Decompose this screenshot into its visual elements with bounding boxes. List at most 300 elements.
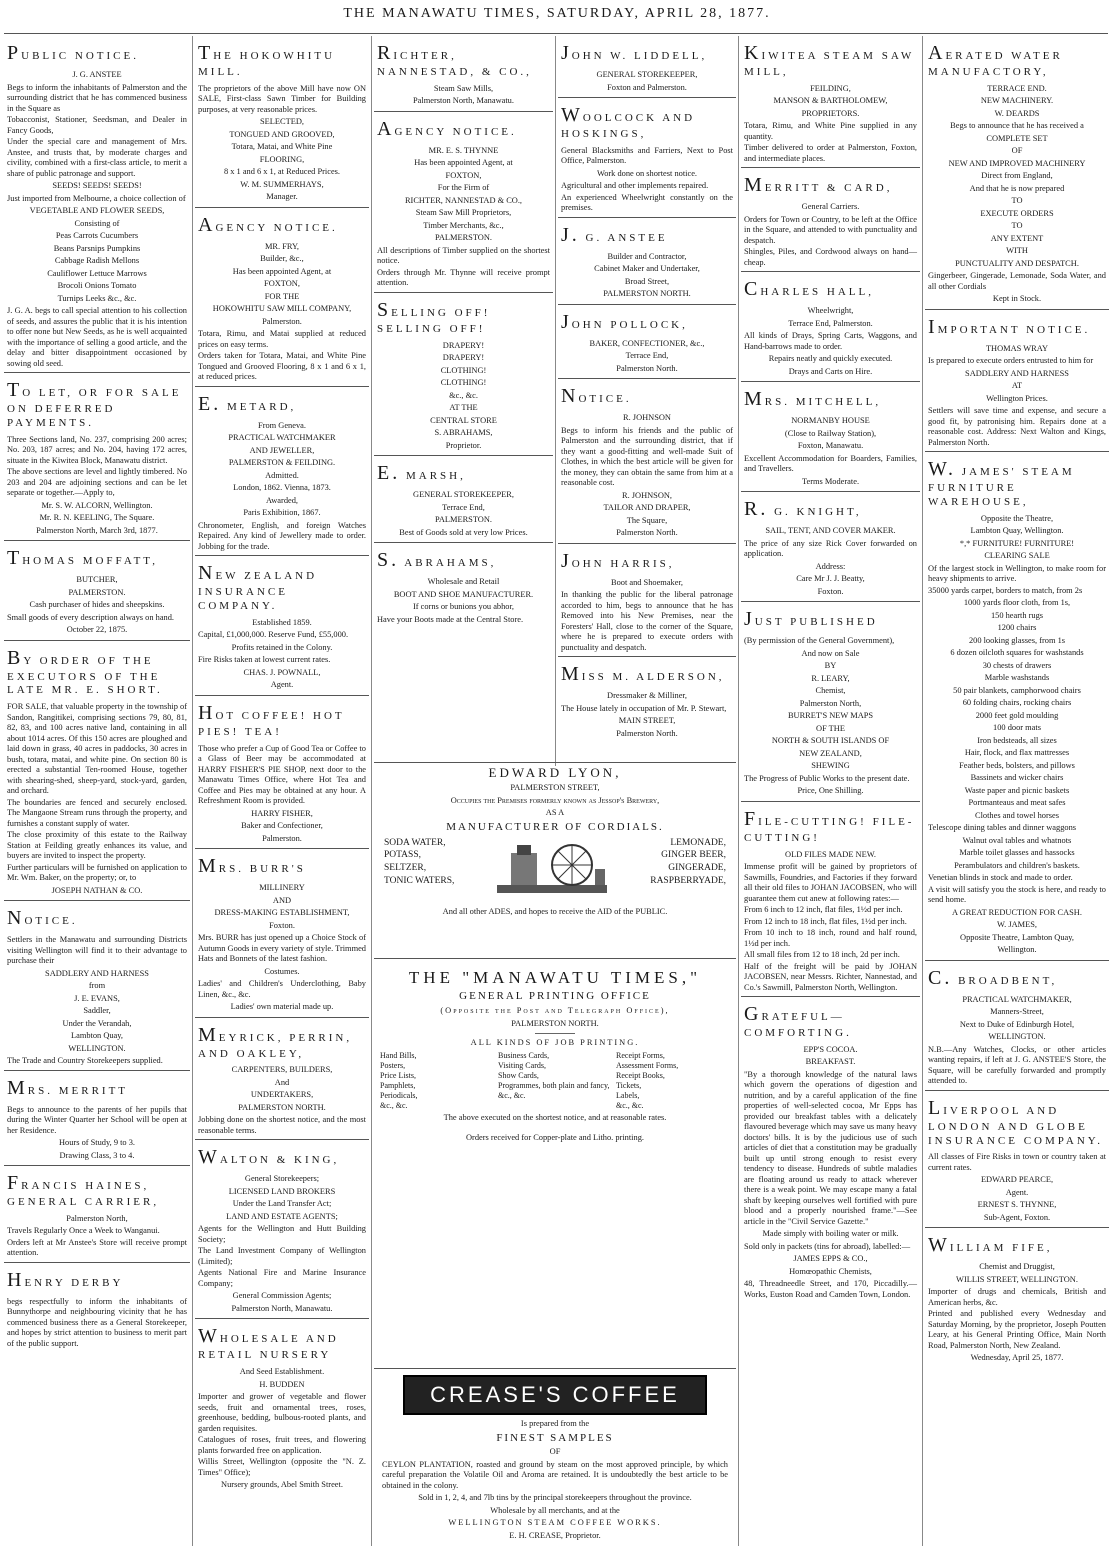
advertisement-line: Chronometer, English, and foreign Watches Repaired. Any kind of Jewellery made to order. Jobbing for the trade. (198, 520, 366, 551)
printing-services (380, 1051, 730, 1111)
advertisement-line: TERRACE END. (987, 83, 1047, 93)
advertisement-line: Agents National Fire and Marine Insurance Company; (198, 1268, 366, 1288)
advertisement-line: &c., &c. (449, 390, 478, 400)
lyon-heading: EDWARD LYON, (488, 765, 622, 780)
advertisement-line: Wednesday, April 25, 1877. (970, 1353, 1064, 1363)
advertisement-line: Care Mr J. J. Beatty, (796, 574, 865, 584)
product: RASPBERRYADE, (650, 876, 726, 887)
advertisement (558, 217, 736, 304)
printing-town: PALMERSTON NORTH. (511, 1018, 599, 1028)
advertisement-heading: MRS. BURR'S (198, 855, 306, 877)
masthead-rule (4, 33, 1108, 34)
advertisement-line: Totara, Matai, and White Pine (231, 142, 333, 152)
advertisement-heading: FILE-CUTTING! FILE-CUTTING! (744, 807, 915, 844)
advertisement-heading: MEYRICK, PERRIN, AND OAKLEY, (198, 1023, 353, 1060)
advertisement-line: NEW ZEALAND, (799, 748, 862, 758)
advertisement-line: Admitted. (265, 470, 299, 480)
advertisement-line: Further particulars will be furnished on application to Mr. Wm. Baker, on the property; or, to (7, 862, 187, 882)
advertisement-line: COMPLETE SET (986, 133, 1048, 143)
advertisement-line: from (88, 981, 106, 990)
advertisement-line: (Close to Railway Station), (784, 428, 877, 438)
advertisement-heading: THE HOKOWHITU MILL. (198, 42, 336, 78)
advertisement-line: The boundaries are fenced and securely enclosed. The Mangaone Stream runs through the property, and furnishes a constant supply of water. (7, 797, 187, 828)
advertisement-line: Begs to inform his friends and the public of Palmerston and the surrounding district, that if they want a good-fitting and well-made Suit of Clothes, in which the best article will be given for the money, they can obtain the same from him at a reasonable cost. (561, 425, 733, 488)
advertisement-line: Opposite Theatre, Lambton Quay, (960, 932, 1074, 942)
advertisement (741, 801, 920, 996)
advertisement-line: Palmerston North, Manawatu. (231, 1303, 333, 1313)
advertisement-line: FOXTON, (445, 170, 482, 180)
advertisement-line: ERNEST S. THYNNE, (977, 1200, 1057, 1210)
advertisement-line: NEW AND IMPROVED MACHINERY (948, 158, 1086, 168)
column-5 (741, 36, 920, 1550)
advertisement-line: BUTCHER, (76, 575, 118, 584)
advertisement-line: FLOORING, (259, 154, 305, 164)
advertisement-line: Travels Regularly Once a Week to Wanganui. (7, 1226, 160, 1236)
advertisement-heading: JOHN W. LIDDELL, (561, 42, 708, 64)
service: Posters, (380, 1060, 406, 1070)
advertisement-line: Repairs neatly and quickly executed. (768, 354, 893, 364)
advertisement (558, 656, 736, 743)
cordial-machine-illustration (477, 839, 627, 903)
advertisement (741, 167, 920, 271)
advertisement (4, 900, 190, 1070)
advertisement-line: Those who prefer a Cup of Good Tea or Coffee to a Glass of Beer may be accommodated at HARRY FISHER'S PIE SHOP, next door to the Manawatu Times Office, where Hot Tea and Coffee and Pies may be obtained at any hour. A Refreshment Room is provided. (198, 743, 366, 805)
advertisement-line: 2000 feet gold moulding (975, 710, 1059, 720)
advertisement-heading: THOMAS MOFFATT, (7, 547, 158, 569)
advertisement-line: Terrace End, Palmerston. (788, 318, 873, 328)
advertisement (4, 1070, 190, 1166)
advertisement-line: FOR SALE, that valuable property in the township of Sandon, Rangitikei, comprising sections 79, 80, 81, 82, 83, and 100 acres native land, containing in all about 1014 acres. Of this 150 acres are ploughed and laid down in grass, 40 acres in paddocks, 30 acres in bush, totara, matai, and white pine. On section 80 is erected a substantial Ten-roomed House, together with shearing-shed, sheep-yard, stock-yard, garden, and orchard. (7, 702, 187, 795)
advertisement-line: EXECUTE ORDERS (980, 208, 1054, 218)
advertisement (195, 36, 369, 207)
product: SODA WATER, (384, 837, 446, 848)
advertisement-line: PALMERSTON & FEILDING. (228, 458, 336, 468)
crease-sold: Sold in 1, 2, 4, and 7lb tins by the principal storekeepers throughout the province. (418, 1493, 692, 1503)
advertisement-line: Consisting of (74, 218, 120, 228)
service: Business Cards, (498, 1050, 550, 1060)
advertisement-line: FOR THE (264, 291, 300, 301)
advertisement (558, 36, 736, 97)
advertisement-line: PALMERSTON NORTH. (603, 289, 691, 299)
advertisement-line: 8 x 1 and 6 x 1, at Reduced Prices. (223, 167, 341, 177)
advertisement (4, 372, 190, 540)
advertisement (4, 1165, 190, 1262)
advertisement-line: Costumes. (264, 966, 300, 976)
advertisement-line: WITH (1006, 246, 1028, 256)
crease-finest: FINEST SAMPLES (496, 1431, 614, 1444)
advertisement-heading: WHOLESALE AND RETAIL NURSERY (198, 1325, 339, 1362)
advertisement-line: Boot and Shoemaker, (610, 577, 683, 587)
advertisement-line: And (274, 1077, 290, 1087)
advertisement-line: FEILDING, (810, 83, 851, 93)
advertisement-line: Under the Land Transfer Act; (232, 1199, 332, 1209)
printing-office-ad (374, 958, 736, 1159)
advertisement-line: J. G. A. begs to call special attention to his collection of seeds, and assures the public that it is his intention to offer none but New Seeds, as he is well acquainted with the importance of selling a good article, and the delay and bitter disappointment occasioned by sowing old seed. (7, 306, 187, 368)
advertisement-line: 35000 yards carpet, borders to match, from 2s (928, 585, 1083, 595)
service: Visiting Cards, (498, 1060, 546, 1070)
advertisement-line: Next to Duke of Edinburgh Hotel, (959, 1019, 1075, 1029)
advertisement (4, 36, 190, 372)
advertisement-line: Manners-Street, (990, 1007, 1044, 1017)
advertisement-line: TONGUED AND GROOVED, (229, 129, 335, 139)
column-2 (195, 36, 369, 1550)
advertisement (558, 543, 736, 657)
advertisement-heading: R. G. KNIGHT, (744, 498, 862, 521)
advertisement-line: SHEWING (811, 761, 850, 771)
printing-orders: Orders received for Copper-plate and Litho. printing. (466, 1133, 644, 1142)
advertisement (741, 491, 920, 601)
advertisement-line: Hours of Study, 9 to 3. (59, 1138, 135, 1147)
advertisement-line: Sub-Agent, Foxton. (983, 1212, 1051, 1222)
lyon-footer: And all other ADES, and hopes to receive the AID of the PUBLIC. (442, 906, 668, 916)
advertisement-line: Orders through Mr. Thynne will receive prompt attention. (377, 267, 550, 288)
services-col-2 (498, 1051, 612, 1111)
advertisement-line: Marble washstands (984, 673, 1050, 683)
advertisement-line: Foxton. (817, 586, 844, 596)
lyon-maker: MANUFACTURER OF CORDIALS. (446, 820, 664, 833)
advertisement-line: Palmerston North, Manawatu. (413, 96, 514, 106)
advertisement-line: JAMES EPPS & CO., (793, 1254, 868, 1264)
advertisement-line: PRACTICAL WATCHMAKER, (962, 994, 1072, 1004)
advertisement-heading: E. METARD, (198, 392, 297, 415)
advertisement-line: CENTRAL STORE (430, 415, 497, 425)
advertisement-line: Builder, &c., (260, 254, 304, 264)
advertisement-line: Cabinet Maker and Undertaker, (594, 264, 700, 274)
advertisement-heading: MRS. MITCHELL, (744, 388, 882, 411)
advertisement-line: Terrace End, (625, 351, 669, 361)
advertisement-line: 1200 chairs (997, 623, 1037, 633)
printing-kinds: ALL KINDS OF JOB PRINTING. (470, 1038, 640, 1047)
advertisement-line: Telescope dining tables and dinner waggons (928, 823, 1077, 833)
advertisement-heading: LIVERPOOL AND LONDON AND GLOBE INSURANCE COMPANY. (928, 1096, 1104, 1147)
advertisement-line: begs respectfully to inform the inhabitants of Bunnythorpe and neighbouring vicinity that he has commenced business there as a General Storekeeper, and hopes by strict attention to business to merit part of the public support. (7, 1296, 187, 1348)
advertisement-line: Peas Carrots Cucumbers (55, 231, 139, 240)
advertisement-line: Palmerston North. (616, 528, 678, 538)
advertisement-line: Bassinets and wicker chairs (970, 773, 1064, 783)
column-rule (922, 36, 923, 1546)
advertisement-line: Clothes and towel horses (975, 810, 1059, 820)
advertisement-line: TO (1011, 221, 1023, 231)
product: TONIC WATERS, (384, 876, 455, 887)
advertisement-line: The above sections are level and lightly timbered. No 203 and 204 are adjoining sections and can be let separate or together.—Apply to, (7, 467, 187, 497)
advertisement-line: Walnut oval tables and whatnots (962, 835, 1072, 845)
advertisement-line: Turnips Leeks &c., &c. (57, 293, 137, 303)
advertisement-line: Awarded, (265, 495, 299, 505)
advertisement-line: UNDERTAKERS, (250, 1090, 314, 1100)
column-6 (925, 36, 1109, 1550)
advertisement-line: WELLINGTON. (68, 1043, 126, 1053)
advertisement-line: R. LEARY, (811, 673, 850, 683)
advertisement-line: Totara, Rimu, and White Pine supplied in any quantity. (744, 121, 917, 141)
advertisement (925, 960, 1109, 1090)
advertisement (925, 1090, 1109, 1228)
advertisement-line: From Geneva. (258, 420, 306, 430)
advertisement-line: 100 door mats (993, 723, 1041, 733)
advertisement-line: Hair, flock, and flax mattresses (964, 748, 1070, 758)
advertisement-line: BAKER, CONFECTIONER, &c., (589, 338, 705, 348)
advertisement-line: Marble toilet glasses and hassocks (959, 848, 1075, 858)
advertisement-line: VEGETABLE AND FLOWER SEEDS, (29, 206, 165, 215)
advertisement-line: AT THE (449, 403, 478, 412)
advertisement-line: In thanking the public for the liberal patronage accorded to him, begs to announce that he has Removed into his New Premises, near the Foresters' Hall, close to the corner of the Square, where he is prepared to execute orders with punctuality and despatch. (561, 590, 733, 652)
advertisement-line: From 12 inch to 18 inch, flat files, 1½d per inch. (744, 916, 907, 926)
advertisement-line: Foxton. (269, 920, 295, 930)
advertisement-line: Cash purchaser of hides and sheepskins. (29, 600, 165, 609)
advertisement-line: FOXTON, (264, 279, 300, 289)
advertisement-line: PROPRIETORS. (801, 108, 860, 118)
advertisement-line: PALMERSTON NORTH. (238, 1102, 326, 1112)
advertisement-line: Chemist and Druggist, (979, 1262, 1055, 1272)
advertisement-line: Lambton Quay, Wellington. (970, 526, 1064, 536)
advertisement-heading: J. G. ANSTEE (561, 223, 668, 246)
advertisement-line: Begs to announce to the parents of her pupils that during the Winter Quarter her School will be open at her Residence. (7, 1104, 187, 1135)
crease-coffee-banner: CREASE'S COFFEE (403, 1375, 707, 1415)
advertisement-heading: JUST PUBLISHED (744, 608, 878, 631)
advertisement-line: EPP'S COCOA. (803, 1044, 858, 1054)
product: GINGER BEER, (661, 850, 726, 861)
advertisement-line: 50 pair blankets, camphorwood chairs (953, 685, 1081, 695)
advertisement (4, 640, 190, 901)
advertisement-line: LICENSED LAND BROKERS (228, 1186, 336, 1196)
advertisement-line: Mr. R. N. KEELING, The Square. (39, 513, 155, 522)
service: Tickets, (616, 1080, 642, 1090)
advertisement-line: Catalogues of roses, fruit trees, and flowering plants forwarded free on application. (198, 1435, 366, 1455)
advertisement-line: General Commission Agents; (232, 1291, 332, 1301)
advertisement (741, 36, 920, 167)
product: GINGERADE, (668, 863, 726, 874)
advertisement-line: Saddler, (83, 1006, 111, 1015)
advertisement-line: Totara, Rimu, and Matai supplied at reduced prices on easy terms. (198, 329, 366, 349)
advertisement (4, 540, 190, 640)
advertisement-line: BREAKFAST. (805, 1057, 856, 1067)
advertisement-line: 6 dozen oilcloth squares for washstands (950, 648, 1084, 658)
advertisement-line: J. E. EVANS, (74, 993, 120, 1003)
advertisement-line: AT (1011, 381, 1023, 391)
advertisement-line: W. JAMES, (997, 920, 1037, 930)
advertisement-line: A visit will satisfy you the stock is here, and ready to send home. (928, 884, 1106, 905)
advertisement (741, 381, 920, 491)
advertisement-heading: HENRY DERBY (7, 1268, 124, 1291)
advertisement-line: From 10 inch to 18 inch, round and half round, 1½d per inch. (744, 928, 917, 948)
advertisement-line: "By a thorough knowledge of the natural laws which govern the operations of digestion and nutrition, and by a careful application of the fine properties of well-selected cocoa, Mr Epps has provided our breakfast tables with a delicately flavoured beverage which may save us many heavy doctors' bills. It is by the judicious use of such articles of diet that a constitution may be gradually built up until strong enough to resist every tendency to disease. Hundreds of subtle maladies are floating around us ready to attack wherever there is a weak point. We may escape many a fatal shaft by keeping ourselves well fortified with pure blood and a properly nourished frame."—See article in the "Civil Service Gazette." (744, 1069, 917, 1226)
advertisement-line: If corns or bunions you abhor, (412, 602, 515, 611)
advertisement-heading: CHARLES HALL, (744, 278, 874, 301)
advertisement-line: (By permission of the General Government), (744, 636, 895, 646)
advertisement-heading: SELLING OFF! SELLING OFF! (377, 298, 491, 335)
service: &c., &c. (380, 1100, 408, 1110)
advertisement-line: October 22, 1875. (66, 625, 128, 634)
advertisement-line: N.B.—Any Watches, Clocks, or other articles wanting repairs, if left at J. G. ANSTEE'S Store, the Square, will be carefully forwarded and promptly attended to. (928, 1044, 1106, 1086)
advertisement-line: The close proximity of this estate to the Railway Station at Feilding greatly enhances its value, and buyers are invited to inspect the property. (7, 830, 187, 860)
crease-wholesale: Wholesale by all merchants, and at the (490, 1505, 620, 1515)
advertisement-line: DRAPERY! (442, 353, 485, 362)
product: SELTZER, (384, 863, 427, 874)
advertisement-heading: WOOLCOCK AND HOSKINGS, (561, 104, 696, 140)
advertisement-line: WILLIS STREET, WELLINGTON. (956, 1274, 1078, 1284)
advertisement-line: And now on Sale (801, 648, 860, 658)
advertisement-line: Mrs. BURR has just opened up a Choice Stock of Autumn Goods in every variety of style. Trimmed Hats and Bonnets of the latest fashion. (198, 933, 366, 963)
advertisement-line: Steam Saw Mill Proprietors, (415, 208, 512, 218)
service: Pamphlets, (380, 1080, 416, 1090)
advertisement-line: CLOTHING! (440, 378, 487, 387)
advertisement-heading: KIWITEA STEAM SAW MILL, (744, 42, 915, 78)
advertisement-heading: HOT COFFEE! HOT PIES! TEA! (198, 701, 345, 738)
lyon-street: PALMERSTON STREET, (510, 783, 600, 793)
advertisement-line: LAND AND ESTATE AGENTS; (226, 1211, 338, 1221)
advertisement-line: And Seed Establishment. (239, 1367, 325, 1376)
advertisement-line: Palmerston. (262, 833, 302, 843)
advertisement-line: OF (1011, 146, 1023, 156)
advertisement-line: Waste paper and picnic baskets (964, 785, 1070, 795)
advertisement-line: Mr. S. W. ALCORN, Wellington. (41, 500, 153, 510)
advertisement-line: SEEDS! SEEDS! SEEDS! (52, 181, 142, 190)
advertisement-line: 1000 yards floor cloth, from 1s, (963, 598, 1071, 608)
advertisement (925, 451, 1109, 960)
advertisement-line: The Land Investment Company of Wellington (Limited); (198, 1246, 366, 1266)
advertisement (374, 292, 553, 455)
advertisement-line: Orders for Town or Country, to be left at the Office in the Square, and attended to with punctuality and despatch. (744, 214, 917, 245)
advertisement-line: Palmerston North, March 3rd, 1877. (36, 525, 158, 535)
advertisement-line: Under the special care and management of Mrs. Anstee, and trusts that, by moderate charges and civility, combined with a first-class article, to merit a share of public patronage and support. (7, 137, 187, 178)
lyon-products (384, 837, 726, 905)
advertisement-line: Kept in Stock. (992, 294, 1042, 304)
advertisement-line: AND (272, 895, 292, 905)
advertisement-line: Wellington. (997, 945, 1037, 955)
advertisement-line: MILLINERY (259, 883, 305, 892)
service: Hand Bills, (380, 1050, 417, 1060)
service: &c., &c. (616, 1100, 644, 1110)
advertisement-line: Cabbage Radish Mellons (54, 256, 140, 265)
advertisement (374, 542, 553, 628)
advertisement (925, 36, 1109, 309)
advertisement-line: Jobbing done on the shortest notice, and the most reasonable terms. (198, 1115, 366, 1135)
advertisement-line: Fire Risks taken at lowest current rates. (198, 655, 331, 665)
advertisement-line: Cauliflower Lettuce Marrows (47, 268, 147, 278)
service: Receipt Books, (616, 1070, 665, 1080)
advertisement-line: And that he is now prepared (969, 183, 1065, 193)
advertisement-line: Gingerbeer, Gingerade, Lemonade, Soda Water, and all other Cordials (928, 271, 1106, 291)
advertisement (558, 304, 736, 379)
advertisement-line: RICHTER, NANNESTAD & CO., (404, 195, 523, 205)
printing-opposite: (Opposite the Post and Telegraph Office), (440, 1006, 670, 1015)
advertisement-line: H. BUDDEN (259, 1379, 305, 1389)
services-col-1 (380, 1051, 494, 1111)
advertisement-line: OF THE (816, 723, 845, 733)
advertisement-line: ANY EXTENT (990, 233, 1044, 243)
column-rule (738, 36, 739, 1546)
advertisement-line: WELLINGTON. (988, 1032, 1046, 1042)
advertisement-heading: WALTON & KING, (198, 1146, 340, 1169)
product: LEMONADE, (670, 837, 726, 848)
advertisement (195, 1318, 369, 1494)
advertisement-line: London, 1862. Vienna, 1873. (233, 483, 331, 493)
advertisement-heading: FRANCIS HAINES, GENERAL CARRIER, (7, 1172, 160, 1208)
advertisement-line: SELECTED, (260, 117, 304, 127)
advertisement-line: Nursery grounds, Abel Smith Street. (221, 1480, 343, 1489)
advertisement-line: Drays and Carts on Hire. (788, 366, 873, 376)
advertisement-line: Settlers will save time and expense, and secure a good fit, by patronising him. Repairs done at a reasonable cost. Address: Next Walton and Kings, Palmerston North. (928, 406, 1106, 447)
advertisement-line: Orders taken for Totara, Matai, and White Pine Tongued and Grooved Flooring, 8 x 1 and 6 x 1, at reduced prices. (198, 351, 366, 382)
crease-proprietor: E. H. CREASE, Proprietor. (509, 1530, 601, 1540)
advertisement-line: General Storekeepers; (244, 1174, 320, 1184)
advertisement-line: Has been appointed Agent, at (232, 266, 332, 276)
advertisement-line: A GREAT REDUCTION FOR CASH. (952, 907, 1082, 917)
advertisement-line: All descriptions of Timber supplied on the shortest notice. (377, 245, 550, 266)
advertisement-line: 150 hearth rugs (990, 610, 1044, 620)
advertisement-line: Lambton Quay, (70, 1031, 124, 1040)
advertisement-line: Begs to inform the inhabitants of Palmerston and the surrounding district that he has commenced business in the Square as (7, 82, 187, 113)
advertisement-line: For the Firm of (437, 183, 490, 193)
advertisement-line: AND JEWELLER, (249, 445, 315, 455)
advertisement-line: GENERAL STOREKEEPER, (596, 70, 698, 79)
advertisement-line: Importer and grower of vegetable and flower seeds, fruit and ornamental trees, roses, greenhouse, bedding, bulbous-rooted plants, and garden requisites. (198, 1392, 366, 1433)
advertisement-line: The House lately in occupation of Mr. P. Stewart, (561, 703, 727, 713)
advertisement-line: Agent. (270, 680, 294, 690)
column-3 (374, 36, 553, 760)
advertisement-line: Brocoli Onions Tomato (57, 281, 137, 290)
advertisement-line: Under the Verandah, (62, 1018, 132, 1028)
advertisement-line: Chemist, (815, 686, 846, 696)
advertisement-line: Palmerston North, (799, 698, 862, 708)
advertisement-line: R. JOHNSON, (621, 490, 673, 500)
advertisement-heading: JOHN POLLOCK, (561, 310, 688, 333)
advertisement-line: CARPENTERS, BUILDERS, (231, 1065, 333, 1075)
advertisement-line: Just imported from Melbourne, a choice collection of (7, 193, 186, 203)
advertisement-line: General Carriers. (801, 202, 860, 212)
advertisement-line: Profits retained in the Colony. (231, 642, 333, 652)
column-4 (558, 36, 736, 760)
advertisement-line: Drawing Class, 3 to 4. (59, 1150, 135, 1160)
printing-sub: GENERAL PRINTING OFFICE (459, 990, 651, 1003)
advertisement-line: TO (1011, 196, 1023, 206)
advertisement-line: Palmerston North. (616, 728, 678, 738)
advertisement-line: NORMANBY HOUSE (791, 416, 870, 426)
advertisement (195, 207, 369, 386)
advertisement-line: PRACTICAL WATCHMAKER (228, 433, 336, 443)
advertisement-line: Price, One Shilling. (797, 786, 864, 796)
advertisement-line: Ladies' and Children's Underclothing, Baby Linen, &c., &c. (198, 979, 366, 999)
advertisement-line: Excellent Accommodation for Boarders, Families, and Travellers. (744, 453, 917, 474)
crease-text: CEYLON PLANTATION, roasted and ground by steam on the most approved principle, by which careful preparation the Volatile Oil and Aroma are retained. It is undoubtedly the best article to be obtained in the colony. (382, 1459, 728, 1490)
advertisement (195, 555, 369, 695)
advertisement-line: Palmerston. (262, 316, 302, 326)
advertisement-line: DRESS-MAKING ESTABLISHMENT, (214, 908, 350, 917)
advertisement-line: NEW MACHINERY. (980, 96, 1054, 106)
advertisement-line: Agricultural and other implements repaired. (561, 181, 709, 191)
advertisement-heading: AERATED WATER MANUFACTORY, (928, 42, 1063, 78)
advertisement-line: BY (824, 661, 837, 671)
advertisement-heading: GRATEFUL—COMFORTING. (744, 1003, 852, 1039)
advertisement-line: Three Sections land, No. 237, comprising 200 acres; No. 203, 187 acres; and No. 204, having 172 acres, situate in the Kiwitea Block, Manawatu district. (7, 434, 187, 465)
advertisement-line: Small goods of every description always on hand. (7, 612, 175, 622)
printing-note: The above executed on the shortest notice, and at reasonable rates. (443, 1112, 667, 1122)
lyon-occupies: Occupies the Premises formerly known as Jessop's Brewery, (450, 795, 660, 805)
advertisement (374, 111, 553, 292)
advertisement (374, 455, 553, 542)
advertisement (195, 1017, 369, 1140)
advertisement-line: Established 1859. (252, 617, 312, 627)
advertisement-line: Settlers in the Manawatu and surrounding Districts visiting Wellington will find it to their advantage to purchase their (7, 935, 187, 965)
advertisement-line: Manager. (266, 192, 298, 202)
advertisement-line: General Blacksmiths and Farriers, Next to Post Office, Palmerston. (561, 145, 733, 166)
crease-prep: Is prepared from the (520, 1419, 590, 1428)
advertisement (195, 695, 369, 848)
advertisement-line: Printed and published every Wednesday and Saturday Morning, by the proprietor, Joseph Poutten Leary, at his General Printing Office, Main North Road, Palmerston North, New Zealand. (928, 1309, 1106, 1350)
advertisement-line: Ladies' own material made up. (230, 1002, 334, 1011)
advertisement-line: 30 chests of drawers (982, 660, 1052, 670)
column-rule (192, 36, 193, 1546)
crease-of: OF (549, 1447, 561, 1457)
